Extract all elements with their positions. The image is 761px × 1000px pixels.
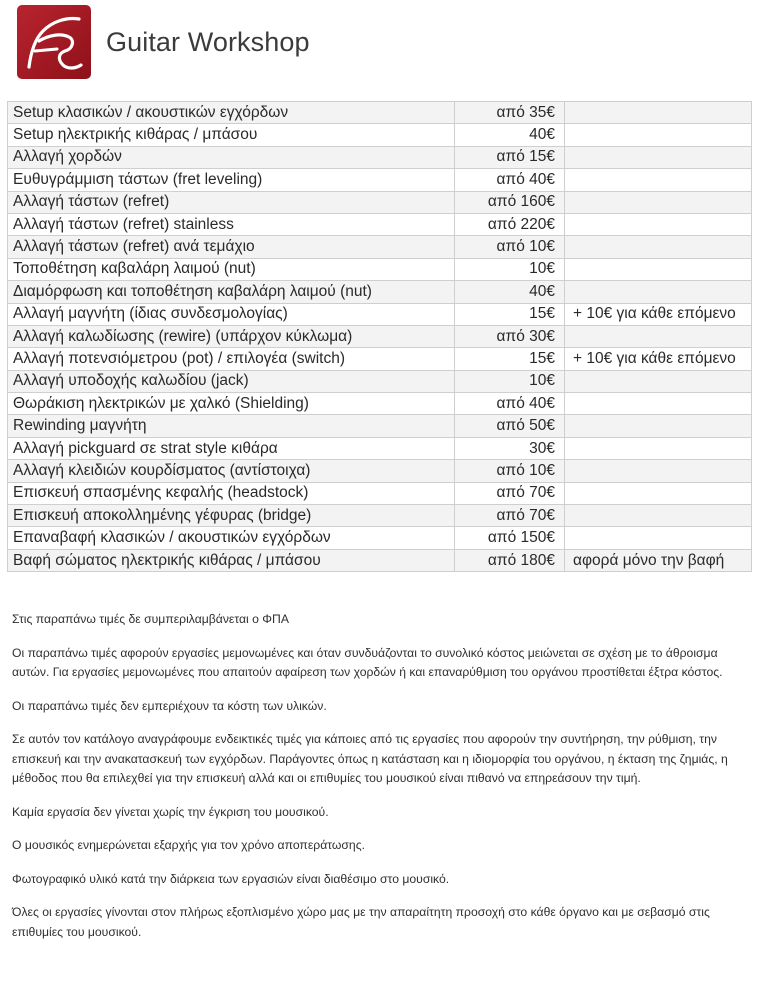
price-row xyxy=(8,415,752,437)
service-price: 10€ xyxy=(455,258,565,280)
service-note xyxy=(565,415,752,437)
service-name: Επισκευή σπασμένης κεφαλής (headstock) xyxy=(8,482,455,504)
price-row xyxy=(8,213,752,235)
service-price: από 15€ xyxy=(455,146,565,168)
price-row xyxy=(8,393,752,415)
service-note xyxy=(565,482,752,504)
note-paragraph: Ο μουσικός ενημερώνεται εξαρχής για τον χρόνο αποπεράτωσης. xyxy=(12,838,365,852)
price-row xyxy=(8,236,752,258)
service-note xyxy=(565,281,752,303)
service-note xyxy=(565,370,752,392)
price-row xyxy=(8,370,752,392)
service-note xyxy=(565,527,752,549)
price-row xyxy=(8,102,752,124)
note-paragraph: Όλες οι εργασίες γίνονται στον πλήρως εξοπλισμένο χώρο μας με την απαραίτητη προσοχή στο κάθε όργανο και με σεβασμό στις επιθυμίες του μουσικού. xyxy=(12,905,710,939)
service-name: Αλλαγή χορδών xyxy=(8,146,455,168)
service-name: Rewinding μαγνήτη xyxy=(8,415,455,437)
service-price: από 30€ xyxy=(455,325,565,347)
price-row xyxy=(8,146,752,168)
header xyxy=(17,4,310,80)
service-price: από 220€ xyxy=(455,213,565,235)
service-name: Επισκευή αποκολλημένης γέφυρας (bridge) xyxy=(8,505,455,527)
service-price: από 180€ xyxy=(455,549,565,571)
service-note xyxy=(565,213,752,235)
service-name: Αλλαγή τάστων (refret) stainless xyxy=(8,213,455,235)
service-name: Επαναβαφή κλασικών / ακουστικών εγχόρδων xyxy=(8,527,455,549)
notes-section xyxy=(12,610,747,956)
note-paragraph: Φωτογραφικό υλικό κατά την διάρκεια των εργασιών είναι διαθέσιμο στο μουσικό. xyxy=(12,871,450,886)
price-row xyxy=(8,549,752,571)
price-row xyxy=(8,191,752,213)
service-name: Αλλαγή καλωδίωσης (rewire) (υπάρχον κύκλωμα) xyxy=(8,325,455,347)
service-name: Αλλαγή τάστων (refret) ανά τεμάχιο xyxy=(8,236,455,258)
service-note xyxy=(565,258,752,280)
price-row xyxy=(8,303,752,325)
service-name: Διαμόρφωση και τοποθέτηση καβαλάρη λαιμού (nut) xyxy=(8,281,455,303)
service-price: από 160€ xyxy=(455,191,565,213)
service-name: Αλλαγή κλειδιών κουρδίσματος (αντίστοιχα) xyxy=(8,460,455,482)
service-price: 40€ xyxy=(455,124,565,146)
price-row xyxy=(8,348,752,370)
service-name: Αλλαγή ποτενσιόμετρου (pot) / επιλογέα (switch) xyxy=(8,348,455,370)
service-note xyxy=(565,191,752,213)
service-price: 15€ xyxy=(455,303,565,325)
price-row xyxy=(8,258,752,280)
service-name: Setup κλασικών / ακουστικών εγχόρδων xyxy=(8,102,455,124)
note-paragraph: Καμία εργασία δεν γίνεται χωρίς την έγκριση του μουσικού. xyxy=(12,804,329,819)
service-name: Setup ηλεκτρικής κιθάρας / μπάσου xyxy=(8,124,455,146)
service-note xyxy=(565,124,752,146)
service-price: από 40€ xyxy=(455,393,565,415)
price-row xyxy=(8,169,752,191)
price-row xyxy=(8,281,752,303)
service-name: Αλλαγή μαγνήτη (ίδιας συνδεσμολογίας) xyxy=(8,303,455,325)
service-price: από 70€ xyxy=(455,482,565,504)
price-row xyxy=(8,527,752,549)
service-price: από 10€ xyxy=(455,236,565,258)
service-note xyxy=(565,505,752,527)
service-note xyxy=(565,393,752,415)
service-price: από 10€ xyxy=(455,460,565,482)
service-note xyxy=(565,146,752,168)
price-row xyxy=(8,325,752,347)
service-name: Θωράκιση ηλεκτρικών με χαλκό (Shielding) xyxy=(8,393,455,415)
site-title: Guitar Workshop xyxy=(106,26,310,57)
service-note xyxy=(565,460,752,482)
service-note xyxy=(565,437,752,459)
service-price: από 50€ xyxy=(455,415,565,437)
price-table xyxy=(7,101,752,572)
note-paragraph: Σε αυτόν τον κατάλογο αναγράφουμε ενδεικτικές τιμές για κάποιες από τις εργασίες που αφορούν την συντήρηση, την ρύθμιση, την επισκευή και την ανακατασκευή των εγχόρδων. Παράγοντες όπως η κατάσταση και η ιδιομορφία του οργάνου, η έκταση της ζημιάς, η μέθοδος που θα επιλεχθεί για την επισκευή αλλά και οι επιθυμίες του μουσικού είναι πιθανό να επηρεάσουν την τιμή. xyxy=(12,732,728,785)
price-row xyxy=(8,437,752,459)
service-price: 15€ xyxy=(455,348,565,370)
service-name: Αλλαγή υποδοχής καλωδίου (jack) xyxy=(8,370,455,392)
service-note: + 10€ για κάθε επόμενο xyxy=(565,303,752,325)
note-paragraph: Οι παραπάνω τιμές αφορούν εργασίες μεμονωμένες και όταν συνδυάζονται το συνολικό κόστος μειώνεται σε σχέση με το άθροισμα αυτών. Για εργασίες μεμονωμένες που απαιτούν αφαίρεση των χορδών ή και επαναρύθμιση του οργάνου προστίθεται έξτρα κόστος. xyxy=(12,645,723,679)
price-row xyxy=(8,124,752,146)
price-row xyxy=(8,505,752,527)
logo-icon[interactable] xyxy=(17,5,91,79)
price-row xyxy=(8,482,752,504)
service-name: Τοποθέτηση καβαλάρη λαιμού (nut) xyxy=(8,258,455,280)
service-price: από 70€ xyxy=(455,505,565,527)
service-name: Αλλαγή pickguard σε strat style κιθάρα xyxy=(8,437,455,459)
service-price: από 40€ xyxy=(455,169,565,191)
note-paragraph: Στις παραπάνω τιμές δε συμπεριλαμβάνεται ο ΦΠΑ xyxy=(12,612,289,626)
service-note xyxy=(565,236,752,258)
service-name: Ευθυγράμμιση τάστων (fret leveling) xyxy=(8,169,455,191)
service-name: Αλλαγή τάστων (refret) xyxy=(8,191,455,213)
service-price: από 35€ xyxy=(455,102,565,124)
service-note xyxy=(565,325,752,347)
service-price: 30€ xyxy=(455,437,565,459)
service-price: 10€ xyxy=(455,370,565,392)
note-paragraph: Οι παραπάνω τιμές δεν εμπεριέχουν τα κόστη των υλικών. xyxy=(12,698,327,713)
service-note: αφορά μόνο την βαφή xyxy=(565,549,752,571)
service-price: 40€ xyxy=(455,281,565,303)
service-note: + 10€ για κάθε επόμενο xyxy=(565,348,752,370)
service-note xyxy=(565,169,752,191)
service-note xyxy=(565,102,752,124)
service-name: Βαφή σώματος ηλεκτρικής κιθάρας / μπάσου xyxy=(8,549,455,571)
price-row xyxy=(8,460,752,482)
service-price: από 150€ xyxy=(455,527,565,549)
